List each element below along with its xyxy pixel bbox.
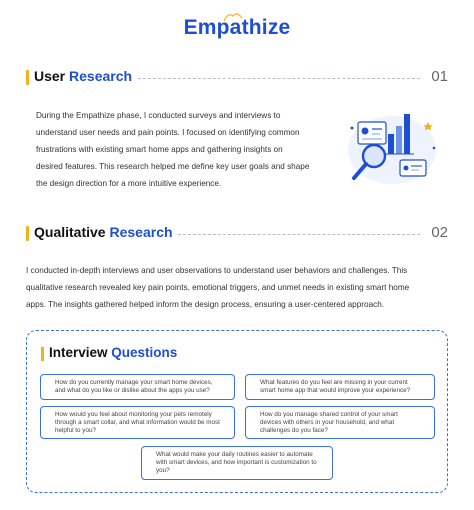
chat-bubble-icon	[400, 160, 426, 176]
section-title: User Research	[34, 68, 133, 84]
accent-bar	[26, 70, 29, 85]
question-card: How do you manage shared control of your smart devices with others in your household, and what challenges do you face?	[245, 406, 435, 439]
section-number: 02	[431, 224, 448, 241]
section-title: Qualitative Research	[34, 224, 173, 240]
accent-bar	[41, 347, 44, 361]
question-card: How would you feel about monitoring your pets remotely through a smart collar, and what information would be most helpful to you?	[40, 406, 235, 439]
question-card: How do you currently manage your smart home devices, and what do you like or dislike about the apps you use?	[40, 374, 235, 400]
dashed-divider	[138, 78, 420, 79]
question-card: What would make your daily routines easier to automate with smart devices, and how important is customization to you?	[141, 446, 333, 480]
section-number: 01	[431, 68, 448, 85]
user-research-text: During the Empathize phase, I conducted surveys and interviews to understand user needs and pain points. I focused on identifying common frustrations with existing smart home apps and gathering insights on desired features. This research helped me define key user goals and shape the design direction for a more intuitive experience.	[36, 111, 310, 188]
accent-bar	[26, 226, 29, 241]
section-header-qualitative-research	[26, 224, 448, 244]
question-card: What features do you feel are missing in your current smart home app that would improve your experience?	[245, 374, 435, 400]
interview-title: Interview Questions	[49, 345, 178, 360]
section-header-user-research	[26, 68, 448, 88]
page-title: Empathize	[183, 16, 291, 39]
dashed-divider	[178, 234, 420, 235]
qualitative-research-text: I conducted in-depth interviews and user observations to understand user behaviors and challenges. This qualitative research revealed key pain points, emotional triggers, and unmet needs in existing smart home apps. The insights gathered helped inform the design process, ensuring a user-centered approach.	[26, 266, 410, 309]
research-illustration	[344, 108, 446, 190]
profile-card-icon	[358, 122, 386, 144]
interview-questions-panel	[26, 330, 448, 493]
